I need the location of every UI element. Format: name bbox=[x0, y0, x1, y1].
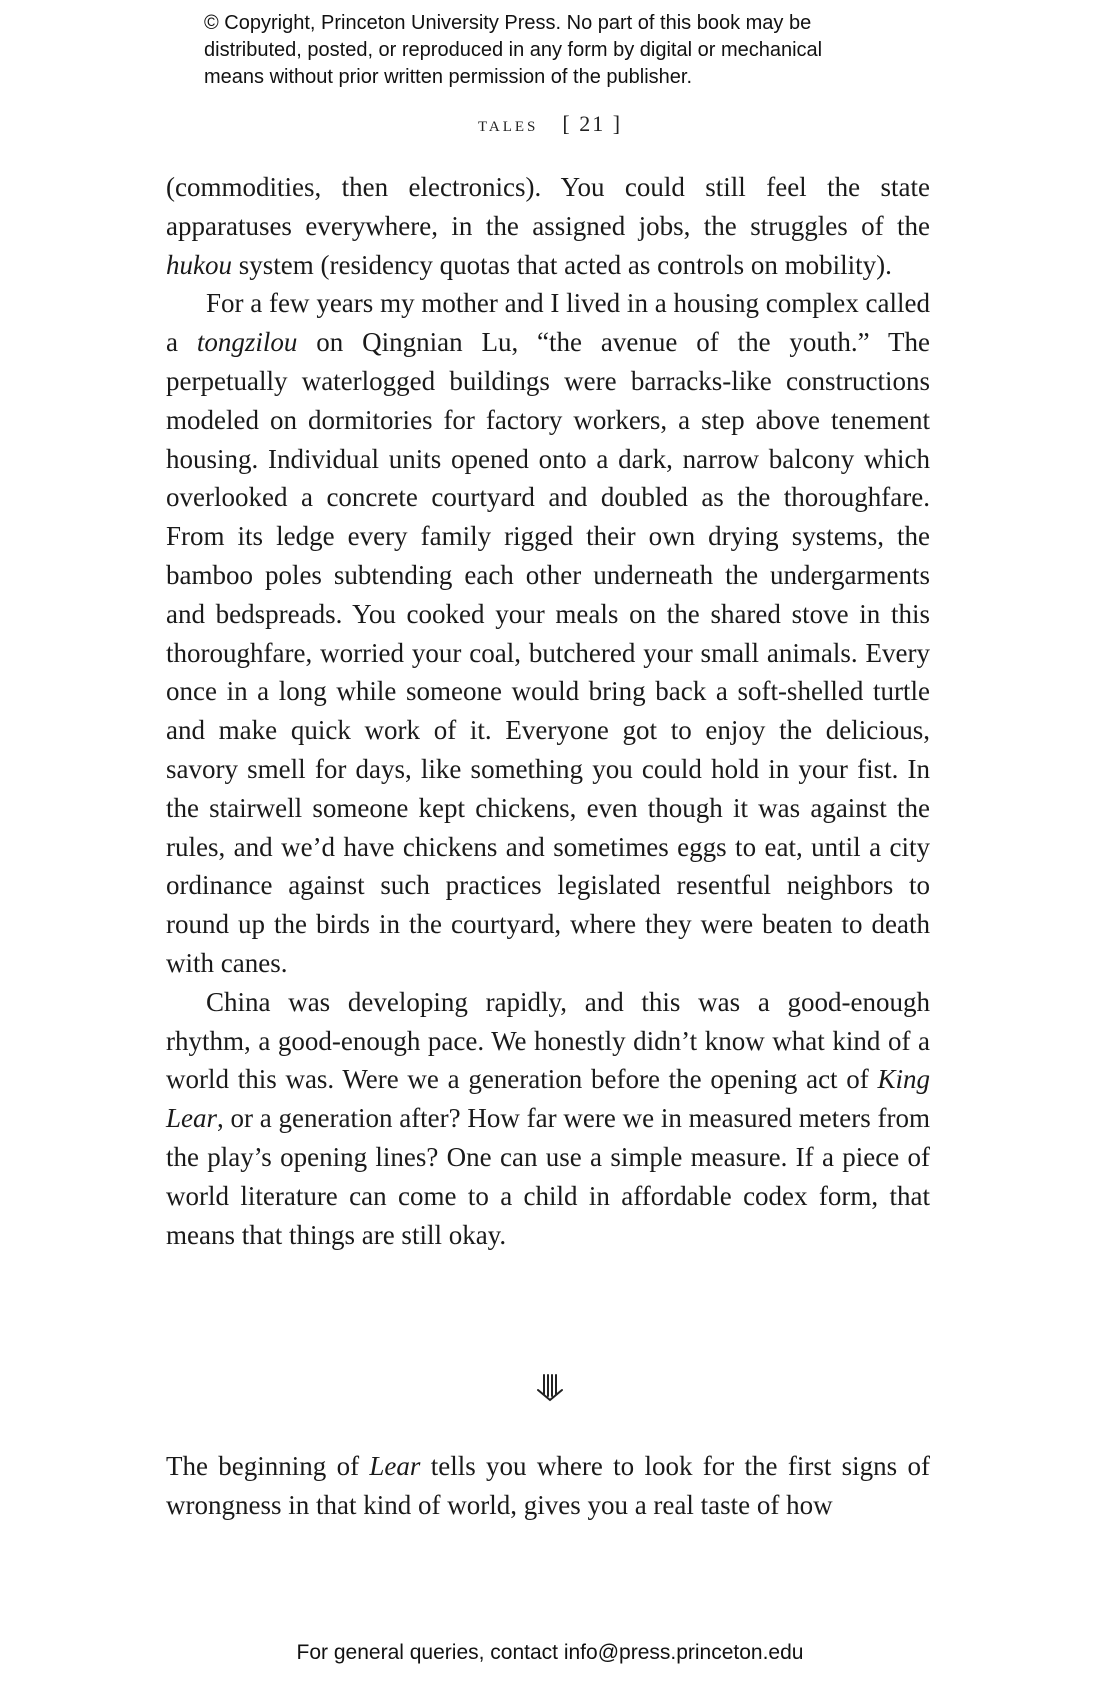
paragraph-3: China was developing rapidly, and this was a good-enough rhythm, a good-enough pace. We honestly didn’t know what kind of a world this was. Were we a generation before the opening act of King Lear, or a generation after? How far were we in measured meters from the play’s opening lines? One can use a simple measure. If a piece of world literature can come to a child in affordable codex form, that means that things are still okay. bbox=[166, 986, 930, 1250]
running-head-title: tales bbox=[477, 111, 539, 136]
paragraph-4: The beginning of Lear tells you where to look for the first signs of wrongness in that kind of world, gives you a real taste of how bbox=[166, 1451, 930, 1520]
body-text bbox=[166, 168, 930, 1254]
page-number: [ 21 ] bbox=[562, 111, 623, 136]
paragraph-1: (commodities, then electronics). You could still feel the state apparatuses everywhere, in the assigned jobs, the struggles of the hukou system (residency quotas that acted as controls on mobility). bbox=[166, 172, 930, 280]
copyright-notice bbox=[204, 10, 964, 91]
copyright-line-2: distributed, posted, or reproduced in any form by digital or mechanical bbox=[204, 39, 823, 61]
italic-term: hukou bbox=[166, 249, 232, 280]
italic-title: Lear bbox=[369, 1451, 421, 1481]
italic-title: King Lear bbox=[166, 1064, 930, 1134]
footer-contact: For general queries, contact info@press.princeton.edu bbox=[296, 1641, 804, 1664]
running-head bbox=[0, 111, 1100, 137]
copyright-line-3: means without prior written permission of the publisher. bbox=[204, 66, 693, 88]
section-break-icon bbox=[535, 1372, 565, 1402]
copyright-line-1: © Copyright, Princeton University Press. No part of this book may be bbox=[204, 12, 812, 34]
section-break bbox=[0, 1372, 1100, 1407]
italic-term: tongzilou bbox=[196, 327, 298, 358]
paragraph-2: For a few years my mother and I lived in a housing complex called a tongzilou on Qingnian Lu, “the avenue of the youth.” The perpetually waterlogged buildings were barracks-like constructions modeled on dormitories for factory workers, a step above tenement housing. Individual units opened onto a dark, narrow balcony which overlooked a concrete courtyard and doubled as the thoroughfare. From its ledge every family rigged their own drying systems, the bamboo poles subtending each other underneath the undergarments and bedspreads. You cooked your meals on the shared stove in this thoroughfare, worried your coal, butchered your small animals. Every once in a long while someone would bring back a soft-shelled turtle and make quick work of it. Everyone got to enjoy the delicious, savory smell for days, like something you could hold in your fist. In the stairwell someone kept chickens, even though it was against the rules, and we’d have chickens and sometimes eggs to eat, until a city ordinance against such practices legislated resentful neighbors to round up the birds in the courtyard, where they were beaten to death with canes. bbox=[166, 288, 931, 978]
